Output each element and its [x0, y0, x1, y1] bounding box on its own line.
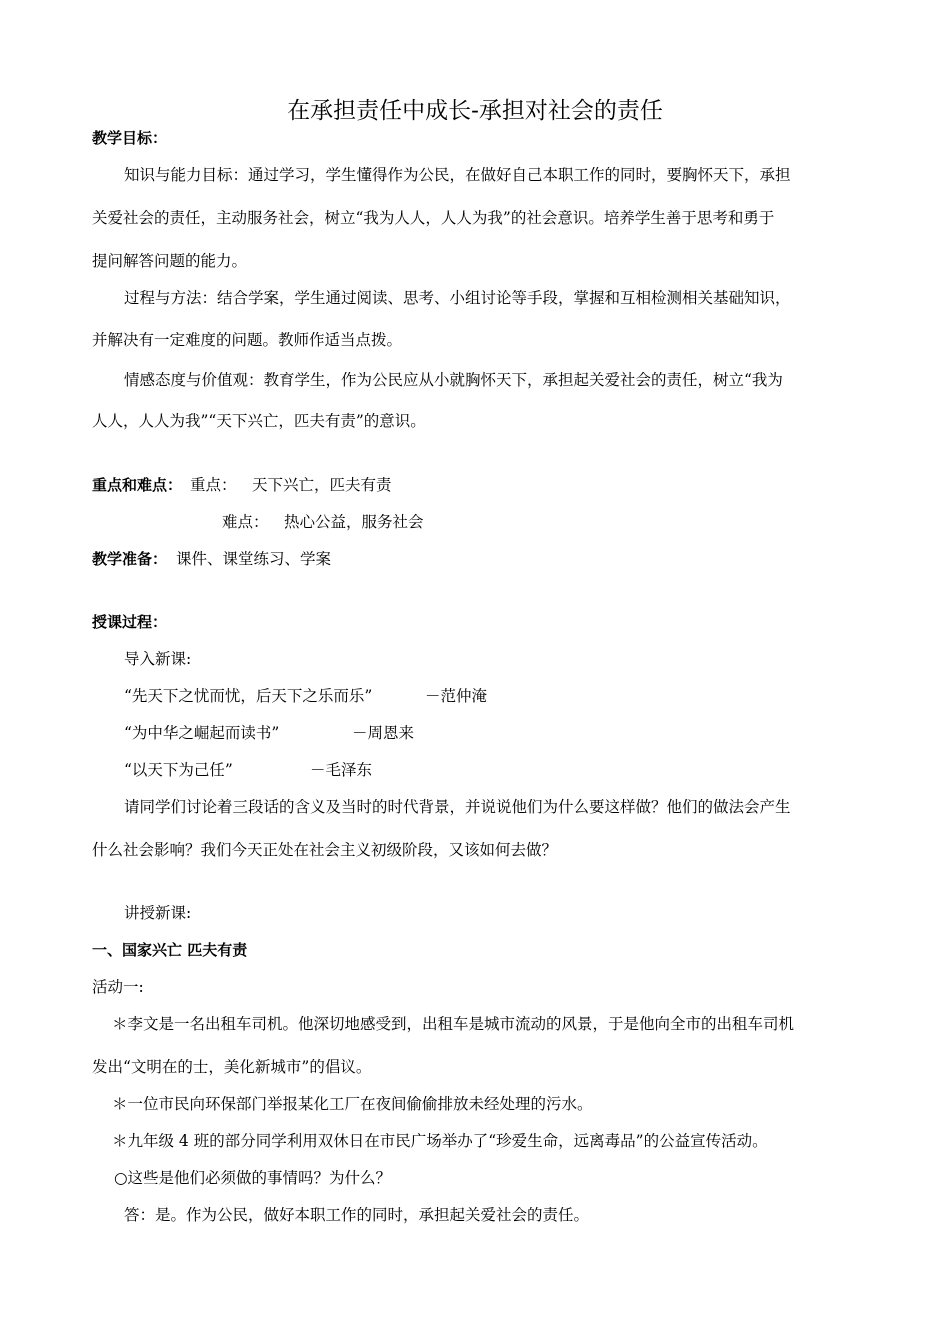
- key-point-text: 天下兴亡，匹夫有责: [252, 476, 392, 494]
- knowledge-goal-line-2: 关爱社会的责任，主动服务社会，树立“我为人人，人人为我”的社会意识。培养学生善于思考和勇于: [92, 209, 775, 227]
- quote-text: “先天下之忧而忧，后天下之乐而乐”: [124, 687, 373, 705]
- discussion-line-2: 什么社会影响？我们今天正处在社会主义初级阶段，又该如何去做？: [92, 841, 558, 859]
- section-heading: 一、国家兴亡 匹夫有责: [92, 941, 248, 959]
- knowledge-goal-line-3: 提问解答问题的能力。: [92, 252, 248, 270]
- discussion-line-1: 请同学们讨论着三段话的含义及当时的时代背景，并说说他们为什么要这样做？他们的做法会产生: [124, 798, 791, 816]
- activity-label: 活动一:: [92, 978, 144, 996]
- emotion-goal-line-1: 情感态度与价值观：教育学生，作为公民应从小就胸怀天下，承担起关爱社会的责任，树立“我为: [124, 371, 783, 389]
- difficulty-text: 热心公益，服务社会: [284, 513, 424, 531]
- process-goal-line-2: 并解决有一定难度的问题。教师作适当点拨。: [92, 331, 403, 349]
- activity-item-3: ＊九年级 4 班的部分同学利用双休日在市民广场举办了“珍爱生命，远离毒品”的公益宣传活动。: [112, 1132, 768, 1150]
- goals-heading: 教学目标：: [92, 129, 168, 147]
- quote-text: “以天下为己任”: [124, 761, 233, 779]
- quote-author: －毛泽东: [310, 761, 373, 779]
- difficulty-label: 难点：: [222, 513, 269, 531]
- process-goal-line-1: 过程与方法：结合学案，学生通过阅读、思考、小组讨论等手段，掌握和互相检测相关基础知识，: [124, 289, 791, 307]
- quote-author: －周恩来: [352, 724, 415, 742]
- activity-answer: 答：是。作为公民，做好本职工作的同时，承担起关爱社会的责任。: [124, 1206, 590, 1224]
- page-title: 在承担责任中成长-承担对社会的责任: [287, 98, 663, 124]
- prep-heading: 教学准备：: [92, 550, 168, 568]
- process-heading: 授课过程：: [92, 613, 168, 631]
- intro-label: 导入新课:: [124, 650, 192, 668]
- knowledge-goal-line-1: 知识与能力目标：通过学习，学生懂得作为公民，在做好自己本职工作的同时，要胸怀天下，承担: [124, 166, 791, 184]
- emotion-goal-line-2: 人人，人人为我”“天下兴亡，匹夫有责”的意识。: [92, 412, 426, 430]
- activity-item-1-line-1: ＊李文是一名出租车司机。他深切地感受到，出租车是城市流动的风景，于是他向全市的出租车司机: [112, 1015, 795, 1033]
- prep-text: 课件、课堂练习、学案: [176, 550, 332, 568]
- key-point-label: 重点：: [190, 476, 237, 494]
- activity-question: ○这些是他们必须做的事情吗？为什么？: [114, 1169, 392, 1187]
- quote-author: －范仲淹: [425, 687, 488, 705]
- activity-item-1-line-2: 发出“文明在的士，美化新城市”的倡议。: [92, 1058, 372, 1076]
- new-lesson-label: 讲授新课:: [124, 904, 192, 922]
- quote-text: “为中华之崛起而读书”: [124, 724, 280, 742]
- activity-item-2: ＊一位市民向环保部门举报某化工厂在夜间偷偷排放未经处理的污水。: [112, 1095, 593, 1113]
- key-points-heading: 重点和难点：: [92, 476, 183, 494]
